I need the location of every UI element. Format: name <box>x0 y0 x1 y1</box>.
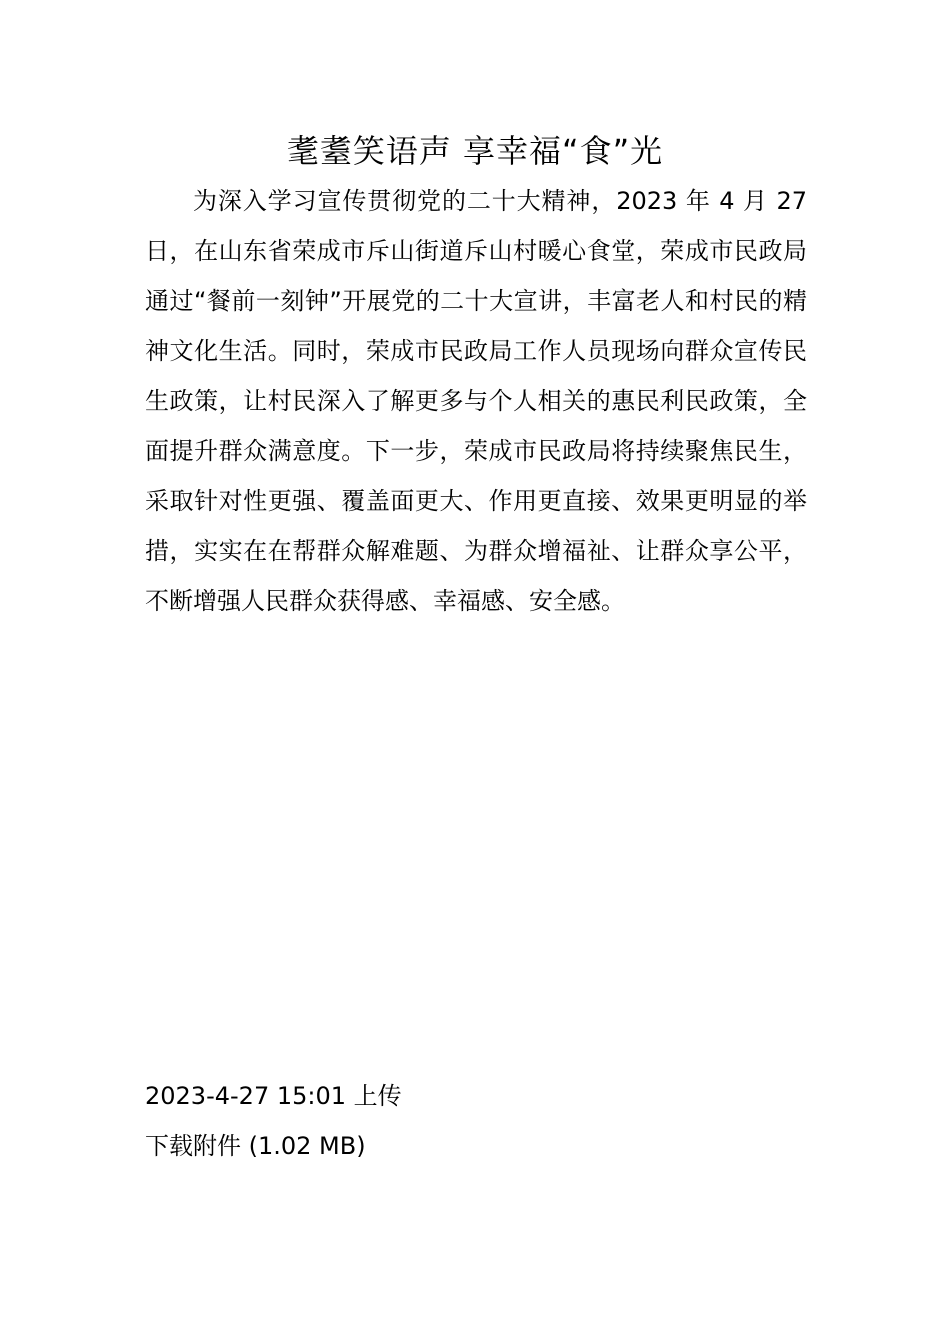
download-attachment-link[interactable]: 下载附件 (1.02 MB) <box>145 1132 366 1160</box>
article-body: 为深入学习宣传贯彻党的二十大精神，2023 年 4 月 27 日，在山东省荣成市斥山街道斥山村暖心食堂，荣成市民政局通过“餐前一刻钟”开展党的二十大宣讲，丰富老人和村民的精神文化生活。同时，荣成市民政局工作人员现场向群众宣传民生政策，让村民深入了解更多与个人相关的惠民利民政策，全面提升群众满意度。下一步，荣成市民政局将持续聚焦民生，采取针对性更强、覆盖面更大、作用更直接、效果更明显的举措，实实在在帮群众解难题、为群众增福祉、让群众享公平，不断增强人民群众获得感、幸福感、安全感。 <box>145 187 807 615</box>
article-title: 耄耋笑语声 享幸福“食”光 <box>286 132 664 170</box>
upload-timestamp: 2023-4-27 15:01 上传 <box>145 1082 402 1110</box>
